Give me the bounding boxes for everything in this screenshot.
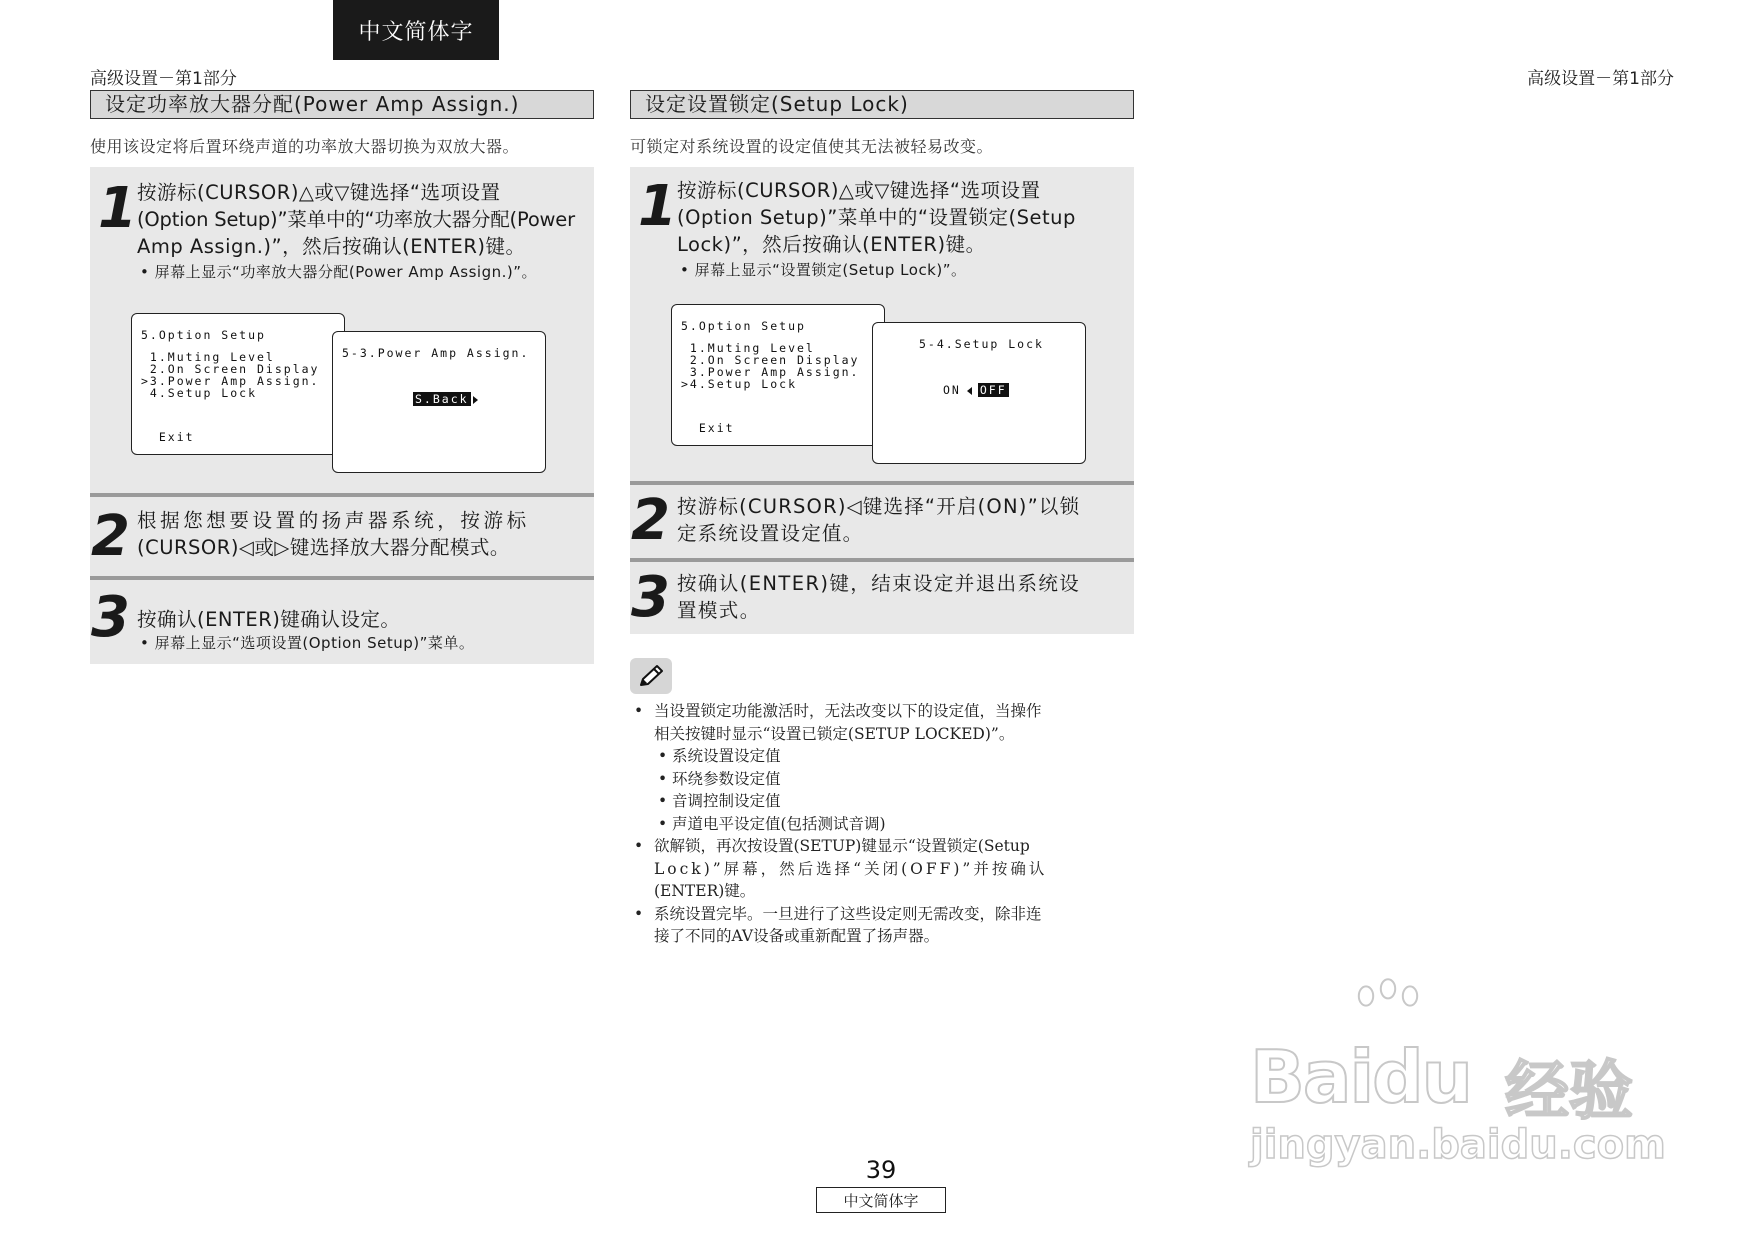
- step-text: 根据您想要设置的扬声器系统，按游标 (CURSOR)◁或▷键选择放大器分配模式。: [137, 509, 530, 559]
- step-text: 按游标(CURSOR)◁键选择“开启(ON)”以锁 定系统设置设定值。: [677, 495, 1081, 545]
- notes-list: [632, 700, 1137, 948]
- osd-setup-lock: 5-4.Setup Lock ON OFF: [872, 322, 1086, 464]
- section-title-setup-lock: 设定设置锁定(Setup Lock): [630, 90, 1134, 119]
- footer-language-label: 中文简体字: [816, 1187, 946, 1213]
- osd-on-value: ON: [943, 383, 961, 397]
- step-text: 按确认(ENTER)键确认设定。: [137, 608, 401, 631]
- step-number: 2: [91, 504, 130, 569]
- note-subitem: • 系统设置设定值: [632, 745, 1137, 768]
- step-note: • 屏幕上显示“选项设置(Option Setup)”菜单。: [140, 634, 475, 652]
- language-tab: 中文简体字: [333, 0, 499, 60]
- step-text: 按游标(CURSOR)△或▽键选择“选项设置 (Option Setup)”菜单中的“设置锁定(Setup Lock)”，然后按确认(ENTER)键。: [677, 179, 1076, 256]
- watermark-brand-cn: 经验: [1505, 1055, 1633, 1129]
- step-number: 3: [91, 585, 130, 650]
- osd-off-selected: OFF: [979, 383, 1007, 397]
- running-head-right: 高级设置－第1部分: [1527, 69, 1674, 89]
- section-title-power-amp: 设定功率放大器分配(Power Amp Assign.): [90, 90, 594, 119]
- note-pencil-box: [630, 658, 672, 694]
- osd-power-amp-assign: 5-3.Power Amp Assign. S.Back: [332, 331, 546, 473]
- step-number: 1: [638, 174, 677, 239]
- step-number: 2: [631, 488, 670, 553]
- note-subitem: • 环绕参数设定值: [632, 768, 1137, 791]
- intro-power-amp: 使用该设定将后置环绕声道的功率放大器切换为双放大器。: [90, 137, 520, 156]
- page-number: 39: [865, 1156, 897, 1184]
- step-number: 3: [631, 565, 670, 630]
- step-text: 按确认(ENTER)键，结束设定并退出系统设 置模式。: [677, 572, 1081, 622]
- running-head-left: 高级设置－第1部分: [90, 69, 237, 89]
- note-item: • 系统设置完毕。一旦进行了这些设定则无需改变，除非连 接了不同的AV设备或重新配置了扬声器。: [632, 903, 1137, 948]
- step-number: 1: [98, 176, 137, 241]
- step-panel-1: [90, 167, 594, 493]
- step-panel-3: [90, 580, 594, 664]
- osd-option-setup-menu: 5.Option Setup 1.Muting Level 2.On Screen Display >3.Power Amp Assign. 4.Setup Lock Exit: [131, 313, 345, 455]
- note-subitem: • 声道电平设定值(包括测试音调): [632, 813, 1137, 836]
- step-note: • 屏幕上显示“功率放大器分配(Power Amp Assign.)”。: [140, 263, 538, 281]
- note-subitem: • 音调控制设定值: [632, 790, 1137, 813]
- step-panel-2: [90, 497, 594, 576]
- step-note: • 屏幕上显示“设置锁定(Setup Lock)”。: [680, 261, 967, 279]
- note-item: • 欲解锁，再次按设置(SETUP)键显示“设置锁定(Setup Lock)”屏幕，然后选择“关闭(OFF)”并按确认 (ENTER)键。: [632, 835, 1137, 903]
- arrow-left-icon: [967, 387, 972, 395]
- note-item: • 当设置锁定功能激活时，无法改变以下的设定值，当操作 相关按键时显示“设置已锁定(SETUP LOCKED)”。: [632, 700, 1137, 745]
- step-panel-2: [630, 485, 1134, 558]
- intro-setup-lock: 可锁定对系统设置的设定值使其无法被轻易改变。: [630, 137, 994, 156]
- step-panel-3: [630, 562, 1134, 634]
- pencil-icon: [630, 658, 672, 694]
- osd-value-selected: S.Back: [415, 392, 469, 406]
- arrow-right-icon: [473, 396, 478, 404]
- osd-option-setup-menu: 5.Option Setup 1.Muting Level 2.On Screen Display 3.Power Amp Assign. >4.Setup Lock Exit: [671, 304, 885, 446]
- watermark-brand: Baidu: [1250, 1035, 1471, 1119]
- step-panel-1: [630, 167, 1134, 481]
- watermark-url: jingyan.baidu.com: [1250, 1122, 1666, 1168]
- step-text: 按游标(CURSOR)△或▽键选择“选项设置 (Option Setup)”菜单中的“功率放大器分配(Power Amp Assign.)”，然后按确认(ENTER)键。: [137, 181, 575, 258]
